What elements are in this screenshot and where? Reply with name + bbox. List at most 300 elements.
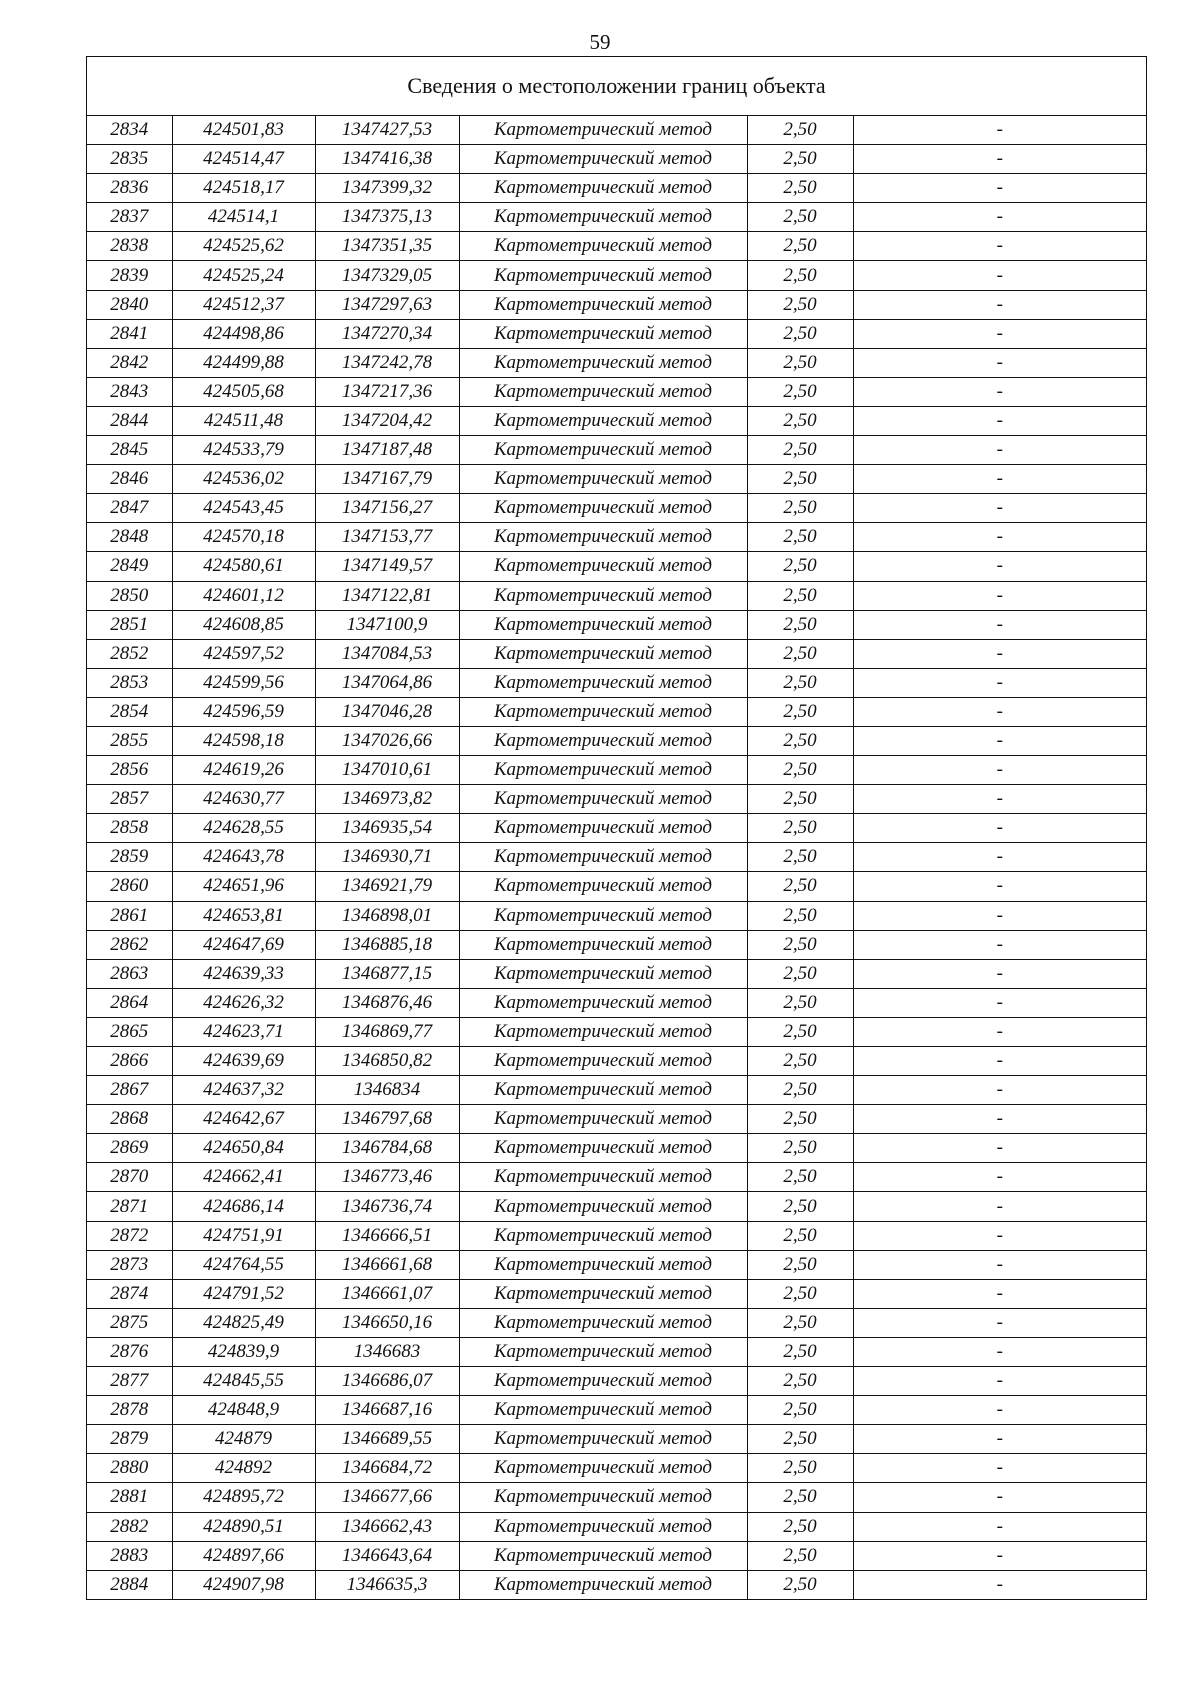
- description-cell: -: [853, 1541, 1146, 1570]
- accuracy-cell: 2,50: [747, 145, 853, 174]
- y-coordinate-cell: 1347217,36: [315, 377, 459, 406]
- point-number-cell: 2839: [87, 261, 172, 290]
- description-cell: -: [853, 290, 1146, 319]
- accuracy-cell: 2,50: [747, 1279, 853, 1308]
- method-cell: Картометрический метод: [459, 1337, 747, 1366]
- accuracy-cell: 2,50: [747, 697, 853, 726]
- point-number-cell: 2841: [87, 319, 172, 348]
- accuracy-cell: 2,50: [747, 261, 853, 290]
- point-number-cell: 2837: [87, 203, 172, 232]
- accuracy-cell: 2,50: [747, 290, 853, 319]
- method-cell: Картометрический метод: [459, 1163, 747, 1192]
- accuracy-cell: 2,50: [747, 436, 853, 465]
- x-coordinate-cell: 424686,14: [172, 1192, 315, 1221]
- x-coordinate-cell: 424628,55: [172, 814, 315, 843]
- point-number-cell: 2878: [87, 1396, 172, 1425]
- table-row: [87, 1250, 1146, 1279]
- y-coordinate-cell: 1346687,16: [315, 1396, 459, 1425]
- y-coordinate-cell: 1347427,53: [315, 116, 459, 145]
- accuracy-cell: 2,50: [747, 814, 853, 843]
- method-cell: Картометрический метод: [459, 261, 747, 290]
- method-cell: Картометрический метод: [459, 1076, 747, 1105]
- accuracy-cell: 2,50: [747, 1163, 853, 1192]
- table-row: [87, 668, 1146, 697]
- table-row: [87, 1192, 1146, 1221]
- description-cell: -: [853, 1367, 1146, 1396]
- point-number-cell: 2859: [87, 843, 172, 872]
- x-coordinate-cell: 424751,91: [172, 1221, 315, 1250]
- point-number-cell: 2876: [87, 1337, 172, 1366]
- method-cell: Картометрический метод: [459, 1512, 747, 1541]
- description-cell: -: [853, 1337, 1146, 1366]
- table-row: [87, 1454, 1146, 1483]
- y-coordinate-cell: 1347026,66: [315, 726, 459, 755]
- y-coordinate-cell: 1347010,61: [315, 756, 459, 785]
- point-number-cell: 2866: [87, 1047, 172, 1076]
- point-number-cell: 2851: [87, 610, 172, 639]
- accuracy-cell: 2,50: [747, 901, 853, 930]
- table-row: [87, 1367, 1146, 1396]
- method-cell: Картометрический метод: [459, 203, 747, 232]
- table-row: [87, 930, 1146, 959]
- table-row: [87, 436, 1146, 465]
- x-coordinate-cell: 424653,81: [172, 901, 315, 930]
- table-row: [87, 697, 1146, 726]
- table-row: [87, 1541, 1146, 1570]
- point-number-cell: 2848: [87, 523, 172, 552]
- point-number-cell: 2861: [87, 901, 172, 930]
- boundary-points-table: [87, 116, 1146, 1599]
- x-coordinate-cell: 424639,69: [172, 1047, 315, 1076]
- y-coordinate-cell: 1347156,27: [315, 494, 459, 523]
- description-cell: -: [853, 552, 1146, 581]
- table-row: [87, 1337, 1146, 1366]
- accuracy-cell: 2,50: [747, 581, 853, 610]
- accuracy-cell: 2,50: [747, 1250, 853, 1279]
- point-number-cell: 2852: [87, 639, 172, 668]
- description-cell: -: [853, 406, 1146, 435]
- method-cell: Картометрический метод: [459, 290, 747, 319]
- x-coordinate-cell: 424630,77: [172, 785, 315, 814]
- method-cell: Картометрический метод: [459, 639, 747, 668]
- x-coordinate-cell: 424848,9: [172, 1396, 315, 1425]
- accuracy-cell: 2,50: [747, 610, 853, 639]
- table-row: [87, 1047, 1146, 1076]
- x-coordinate-cell: 424890,51: [172, 1512, 315, 1541]
- x-coordinate-cell: 424895,72: [172, 1483, 315, 1512]
- description-cell: -: [853, 872, 1146, 901]
- y-coordinate-cell: 1347149,57: [315, 552, 459, 581]
- description-cell: -: [853, 436, 1146, 465]
- x-coordinate-cell: 424839,9: [172, 1337, 315, 1366]
- x-coordinate-cell: 424642,67: [172, 1105, 315, 1134]
- method-cell: Картометрический метод: [459, 756, 747, 785]
- point-number-cell: 2884: [87, 1570, 172, 1599]
- x-coordinate-cell: 424598,18: [172, 726, 315, 755]
- table-row: [87, 145, 1146, 174]
- method-cell: Картометрический метод: [459, 319, 747, 348]
- table-row: [87, 1017, 1146, 1046]
- accuracy-cell: 2,50: [747, 959, 853, 988]
- page-number: 59: [589, 30, 611, 54]
- method-cell: Картометрический метод: [459, 1017, 747, 1046]
- point-number-cell: 2870: [87, 1163, 172, 1192]
- point-number-cell: 2857: [87, 785, 172, 814]
- y-coordinate-cell: 1346773,46: [315, 1163, 459, 1192]
- method-cell: Картометрический метод: [459, 465, 747, 494]
- x-coordinate-cell: 424501,83: [172, 116, 315, 145]
- description-cell: -: [853, 1425, 1146, 1454]
- x-coordinate-cell: 424650,84: [172, 1134, 315, 1163]
- x-coordinate-cell: 424514,1: [172, 203, 315, 232]
- table-row: [87, 1308, 1146, 1337]
- method-cell: Картометрический метод: [459, 174, 747, 203]
- x-coordinate-cell: 424825,49: [172, 1308, 315, 1337]
- x-coordinate-cell: 424499,88: [172, 348, 315, 377]
- method-cell: Картометрический метод: [459, 1367, 747, 1396]
- x-coordinate-cell: 424525,24: [172, 261, 315, 290]
- description-cell: -: [853, 377, 1146, 406]
- y-coordinate-cell: 1347122,81: [315, 581, 459, 610]
- method-cell: Картометрический метод: [459, 901, 747, 930]
- table-row: [87, 843, 1146, 872]
- table-row: [87, 1076, 1146, 1105]
- table-row: [87, 494, 1146, 523]
- accuracy-cell: 2,50: [747, 1512, 853, 1541]
- y-coordinate-cell: 1347351,35: [315, 232, 459, 261]
- table-row: [87, 319, 1146, 348]
- method-cell: Картометрический метод: [459, 552, 747, 581]
- accuracy-cell: 2,50: [747, 843, 853, 872]
- point-number-cell: 2872: [87, 1221, 172, 1250]
- description-cell: -: [853, 1483, 1146, 1512]
- method-cell: Картометрический метод: [459, 959, 747, 988]
- x-coordinate-cell: 424643,78: [172, 843, 315, 872]
- y-coordinate-cell: 1346876,46: [315, 988, 459, 1017]
- table-row: [87, 261, 1146, 290]
- y-coordinate-cell: 1347046,28: [315, 697, 459, 726]
- table-row: [87, 406, 1146, 435]
- x-coordinate-cell: 424639,33: [172, 959, 315, 988]
- method-cell: Картометрический метод: [459, 814, 747, 843]
- method-cell: Картометрический метод: [459, 348, 747, 377]
- accuracy-cell: 2,50: [747, 319, 853, 348]
- boundary-table-frame: [86, 56, 1147, 1600]
- description-cell: -: [853, 1279, 1146, 1308]
- method-cell: Картометрический метод: [459, 1221, 747, 1250]
- table-row: [87, 348, 1146, 377]
- y-coordinate-cell: 1346935,54: [315, 814, 459, 843]
- accuracy-cell: 2,50: [747, 1192, 853, 1221]
- x-coordinate-cell: 424533,79: [172, 436, 315, 465]
- table-row: [87, 1279, 1146, 1308]
- method-cell: Картометрический метод: [459, 436, 747, 465]
- y-coordinate-cell: 1347416,38: [315, 145, 459, 174]
- description-cell: -: [853, 1192, 1146, 1221]
- description-cell: -: [853, 494, 1146, 523]
- accuracy-cell: 2,50: [747, 930, 853, 959]
- description-cell: -: [853, 756, 1146, 785]
- table-row: [87, 1425, 1146, 1454]
- y-coordinate-cell: 1347270,34: [315, 319, 459, 348]
- method-cell: Картометрический метод: [459, 785, 747, 814]
- description-cell: -: [853, 1396, 1146, 1425]
- method-cell: Картометрический метод: [459, 377, 747, 406]
- accuracy-cell: 2,50: [747, 1308, 853, 1337]
- description-cell: -: [853, 1308, 1146, 1337]
- method-cell: Картометрический метод: [459, 494, 747, 523]
- method-cell: Картометрический метод: [459, 1541, 747, 1570]
- accuracy-cell: 2,50: [747, 406, 853, 435]
- point-number-cell: 2871: [87, 1192, 172, 1221]
- table-row: [87, 901, 1146, 930]
- accuracy-cell: 2,50: [747, 1047, 853, 1076]
- method-cell: Картометрический метод: [459, 523, 747, 552]
- description-cell: -: [853, 843, 1146, 872]
- x-coordinate-cell: 424512,37: [172, 290, 315, 319]
- table-row: [87, 1163, 1146, 1192]
- x-coordinate-cell: 424619,26: [172, 756, 315, 785]
- table-row: [87, 581, 1146, 610]
- table-row: [87, 1570, 1146, 1599]
- method-cell: Картометрический метод: [459, 1192, 747, 1221]
- table-body: [87, 116, 1146, 1599]
- accuracy-cell: 2,50: [747, 232, 853, 261]
- y-coordinate-cell: 1346643,64: [315, 1541, 459, 1570]
- method-cell: Картометрический метод: [459, 406, 747, 435]
- x-coordinate-cell: 424580,61: [172, 552, 315, 581]
- point-number-cell: 2840: [87, 290, 172, 319]
- y-coordinate-cell: 1346666,51: [315, 1221, 459, 1250]
- y-coordinate-cell: 1347204,42: [315, 406, 459, 435]
- table-row: [87, 785, 1146, 814]
- table-row: [87, 290, 1146, 319]
- accuracy-cell: 2,50: [747, 1454, 853, 1483]
- accuracy-cell: 2,50: [747, 988, 853, 1017]
- y-coordinate-cell: 1347297,63: [315, 290, 459, 319]
- accuracy-cell: 2,50: [747, 639, 853, 668]
- x-coordinate-cell: 424505,68: [172, 377, 315, 406]
- point-number-cell: 2838: [87, 232, 172, 261]
- description-cell: -: [853, 639, 1146, 668]
- description-cell: -: [853, 1454, 1146, 1483]
- method-cell: Картометрический метод: [459, 1308, 747, 1337]
- y-coordinate-cell: 1346973,82: [315, 785, 459, 814]
- table-row: [87, 959, 1146, 988]
- accuracy-cell: 2,50: [747, 174, 853, 203]
- point-number-cell: 2873: [87, 1250, 172, 1279]
- accuracy-cell: 2,50: [747, 1570, 853, 1599]
- point-number-cell: 2847: [87, 494, 172, 523]
- table-row: [87, 726, 1146, 755]
- y-coordinate-cell: 1346684,72: [315, 1454, 459, 1483]
- method-cell: Картометрический метод: [459, 843, 747, 872]
- x-coordinate-cell: 424662,41: [172, 1163, 315, 1192]
- table-heading: Сведения о местоположении границ объекта: [87, 57, 1146, 116]
- method-cell: Картометрический метод: [459, 1425, 747, 1454]
- x-coordinate-cell: 424791,52: [172, 1279, 315, 1308]
- y-coordinate-cell: 1347399,32: [315, 174, 459, 203]
- point-number-cell: 2834: [87, 116, 172, 145]
- point-number-cell: 2863: [87, 959, 172, 988]
- accuracy-cell: 2,50: [747, 1105, 853, 1134]
- point-number-cell: 2835: [87, 145, 172, 174]
- point-number-cell: 2842: [87, 348, 172, 377]
- accuracy-cell: 2,50: [747, 494, 853, 523]
- y-coordinate-cell: 1346797,68: [315, 1105, 459, 1134]
- description-cell: -: [853, 668, 1146, 697]
- method-cell: Картометрический метод: [459, 1047, 747, 1076]
- point-number-cell: 2883: [87, 1541, 172, 1570]
- point-number-cell: 2882: [87, 1512, 172, 1541]
- x-coordinate-cell: 424599,56: [172, 668, 315, 697]
- point-number-cell: 2868: [87, 1105, 172, 1134]
- accuracy-cell: 2,50: [747, 465, 853, 494]
- y-coordinate-cell: 1346635,3: [315, 1570, 459, 1599]
- description-cell: -: [853, 1047, 1146, 1076]
- description-cell: -: [853, 319, 1146, 348]
- y-coordinate-cell: 1346650,16: [315, 1308, 459, 1337]
- table-row: [87, 232, 1146, 261]
- point-number-cell: 2881: [87, 1483, 172, 1512]
- y-coordinate-cell: 1346930,71: [315, 843, 459, 872]
- y-coordinate-cell: 1346921,79: [315, 872, 459, 901]
- y-coordinate-cell: 1347329,05: [315, 261, 459, 290]
- accuracy-cell: 2,50: [747, 1396, 853, 1425]
- point-number-cell: 2858: [87, 814, 172, 843]
- accuracy-cell: 2,50: [747, 523, 853, 552]
- method-cell: Картометрический метод: [459, 1105, 747, 1134]
- x-coordinate-cell: 424543,45: [172, 494, 315, 523]
- table-row: [87, 203, 1146, 232]
- y-coordinate-cell: 1346877,15: [315, 959, 459, 988]
- x-coordinate-cell: 424764,55: [172, 1250, 315, 1279]
- x-coordinate-cell: 424514,47: [172, 145, 315, 174]
- table-row: [87, 1105, 1146, 1134]
- accuracy-cell: 2,50: [747, 552, 853, 581]
- method-cell: Картометрический метод: [459, 145, 747, 174]
- y-coordinate-cell: 1346677,66: [315, 1483, 459, 1512]
- y-coordinate-cell: 1347187,48: [315, 436, 459, 465]
- accuracy-cell: 2,50: [747, 726, 853, 755]
- point-number-cell: 2880: [87, 1454, 172, 1483]
- table-row: [87, 814, 1146, 843]
- y-coordinate-cell: 1346689,55: [315, 1425, 459, 1454]
- x-coordinate-cell: 424597,52: [172, 639, 315, 668]
- x-coordinate-cell: 424637,32: [172, 1076, 315, 1105]
- y-coordinate-cell: 1346850,82: [315, 1047, 459, 1076]
- method-cell: Картометрический метод: [459, 697, 747, 726]
- point-number-cell: 2879: [87, 1425, 172, 1454]
- description-cell: -: [853, 1134, 1146, 1163]
- y-coordinate-cell: 1346784,68: [315, 1134, 459, 1163]
- description-cell: -: [853, 116, 1146, 145]
- accuracy-cell: 2,50: [747, 348, 853, 377]
- y-coordinate-cell: 1347167,79: [315, 465, 459, 494]
- x-coordinate-cell: 424907,98: [172, 1570, 315, 1599]
- x-coordinate-cell: 424570,18: [172, 523, 315, 552]
- table-row: [87, 465, 1146, 494]
- method-cell: Картометрический метод: [459, 1483, 747, 1512]
- point-number-cell: 2874: [87, 1279, 172, 1308]
- accuracy-cell: 2,50: [747, 1017, 853, 1046]
- x-coordinate-cell: 424608,85: [172, 610, 315, 639]
- point-number-cell: 2854: [87, 697, 172, 726]
- description-cell: -: [853, 232, 1146, 261]
- description-cell: -: [853, 465, 1146, 494]
- x-coordinate-cell: 424879: [172, 1425, 315, 1454]
- point-number-cell: 2850: [87, 581, 172, 610]
- table-row: [87, 756, 1146, 785]
- table-row: [87, 1512, 1146, 1541]
- description-cell: -: [853, 261, 1146, 290]
- x-coordinate-cell: 424511,48: [172, 406, 315, 435]
- accuracy-cell: 2,50: [747, 1221, 853, 1250]
- table-row: [87, 1221, 1146, 1250]
- y-coordinate-cell: 1346661,68: [315, 1250, 459, 1279]
- table-row: [87, 523, 1146, 552]
- y-coordinate-cell: 1346898,01: [315, 901, 459, 930]
- table-row: [87, 377, 1146, 406]
- description-cell: -: [853, 581, 1146, 610]
- description-cell: -: [853, 988, 1146, 1017]
- table-row: [87, 988, 1146, 1017]
- description-cell: -: [853, 726, 1146, 755]
- x-coordinate-cell: 424897,66: [172, 1541, 315, 1570]
- x-coordinate-cell: 424601,12: [172, 581, 315, 610]
- description-cell: -: [853, 959, 1146, 988]
- point-number-cell: 2844: [87, 406, 172, 435]
- point-number-cell: 2836: [87, 174, 172, 203]
- point-number-cell: 2855: [87, 726, 172, 755]
- description-cell: -: [853, 348, 1146, 377]
- accuracy-cell: 2,50: [747, 1541, 853, 1570]
- accuracy-cell: 2,50: [747, 1337, 853, 1366]
- y-coordinate-cell: 1346736,74: [315, 1192, 459, 1221]
- description-cell: -: [853, 697, 1146, 726]
- accuracy-cell: 2,50: [747, 785, 853, 814]
- y-coordinate-cell: 1346885,18: [315, 930, 459, 959]
- x-coordinate-cell: 424647,69: [172, 930, 315, 959]
- table-row: [87, 1483, 1146, 1512]
- y-coordinate-cell: 1347084,53: [315, 639, 459, 668]
- accuracy-cell: 2,50: [747, 756, 853, 785]
- table-row: [87, 174, 1146, 203]
- accuracy-cell: 2,50: [747, 203, 853, 232]
- method-cell: Картометрический метод: [459, 1279, 747, 1308]
- x-coordinate-cell: 424536,02: [172, 465, 315, 494]
- description-cell: -: [853, 523, 1146, 552]
- point-number-cell: 2860: [87, 872, 172, 901]
- description-cell: -: [853, 1221, 1146, 1250]
- y-coordinate-cell: 1346683: [315, 1337, 459, 1366]
- method-cell: Картометрический метод: [459, 988, 747, 1017]
- accuracy-cell: 2,50: [747, 1483, 853, 1512]
- accuracy-cell: 2,50: [747, 377, 853, 406]
- point-number-cell: 2843: [87, 377, 172, 406]
- y-coordinate-cell: 1347064,86: [315, 668, 459, 697]
- method-cell: Картометрический метод: [459, 116, 747, 145]
- description-cell: -: [853, 1017, 1146, 1046]
- table-row: [87, 116, 1146, 145]
- description-cell: -: [853, 174, 1146, 203]
- description-cell: -: [853, 814, 1146, 843]
- accuracy-cell: 2,50: [747, 1367, 853, 1396]
- y-coordinate-cell: 1346834: [315, 1076, 459, 1105]
- description-cell: -: [853, 1076, 1146, 1105]
- x-coordinate-cell: 424892: [172, 1454, 315, 1483]
- method-cell: Картометрический метод: [459, 581, 747, 610]
